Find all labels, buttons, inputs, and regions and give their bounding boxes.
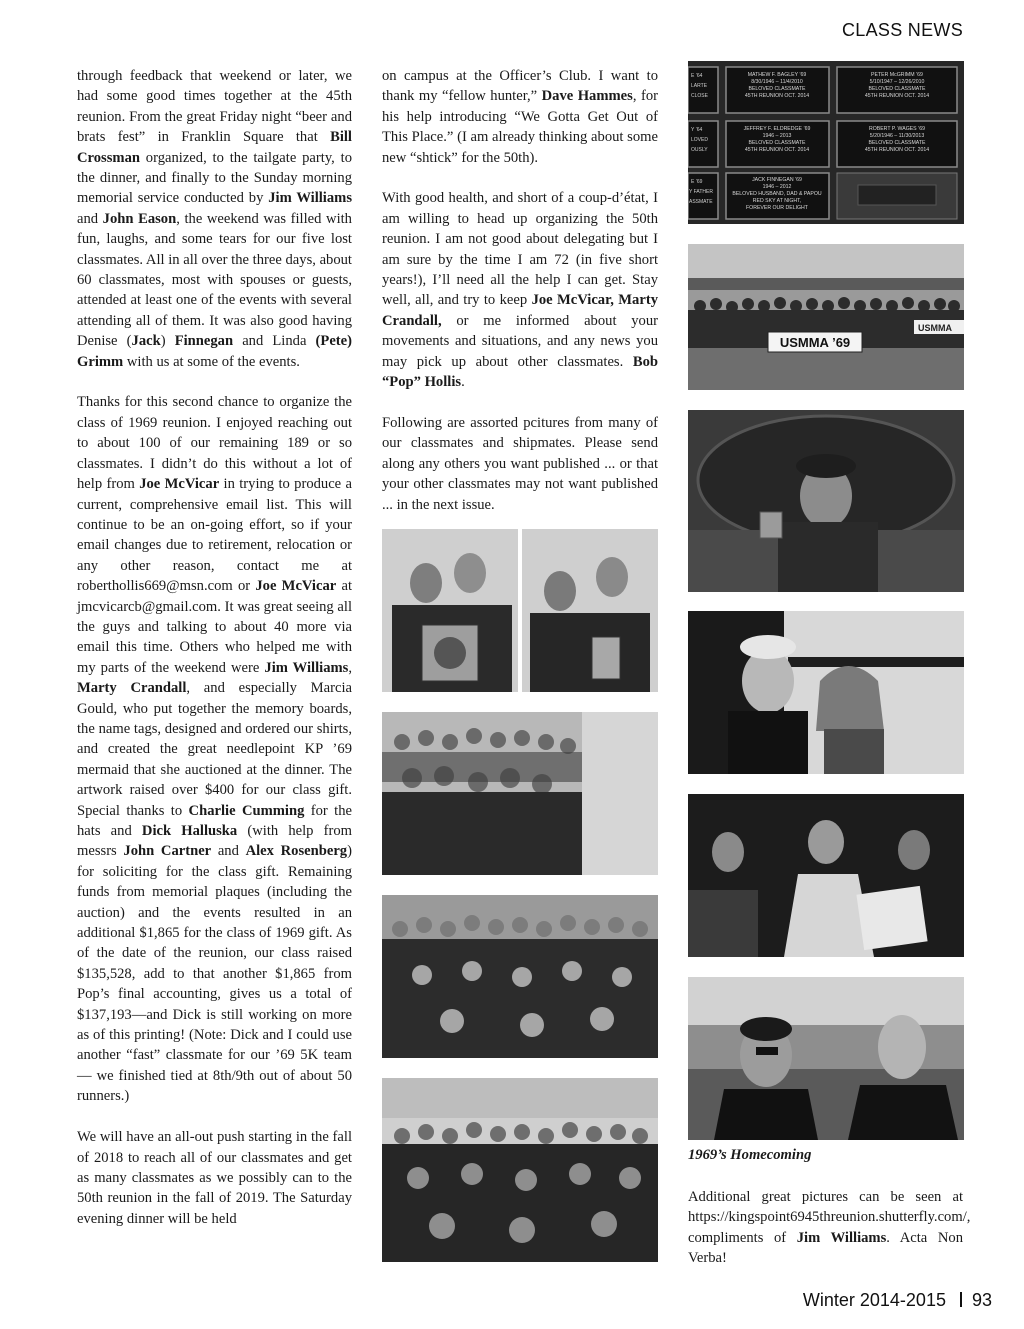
- bold-name: Jim Williams: [264, 659, 349, 676]
- banner-text: USMMA ’69: [779, 335, 851, 350]
- text-run: Thanks for this second chance to organize the class of 1969 reunion. I enjoyed reaching out to about 100 of our remaining 189 or so classmates. I didn’t do this without a lot of help from: [77, 394, 352, 493]
- text-run: .: [461, 374, 465, 391]
- paragraph: [382, 66, 658, 168]
- text-run: or me informed about your movements and situations, and any news you may pick up about other classmates.: [382, 312, 658, 370]
- issue-label: Winter 2014-2015: [802, 1290, 946, 1310]
- text-run: through feedback that weekend or later, we had some good times together at the 45th reunion. From the great Friday night “beer and brats fest” in Franklin Square that: [77, 68, 352, 146]
- couple-with-pillow-photo: [382, 529, 658, 692]
- text-run: and: [211, 843, 246, 860]
- text-run: ) for soliciting for the class gift. Remaining funds from memorial plaques (including the auction) and the events resulted in an additional $1,865 for the class of 1969 gift. As of the date of the reunion, our class raised $135,528, add to that another $1,865 from Pop’s final accounting, gives us a total of $137,193—and Dick is still working on more as of this printing! (Note: Dick and I could use another “fast” classmate for our ’69 5K team — we finished tied at 8th/9th out of about 50 runners.): [77, 843, 352, 1105]
- bold-name: Jim Williams: [796, 1229, 887, 1246]
- plaque-text: JACK FINNEGAN ’69 1946 – 2012 BELOVED HUSBAND, DAD & PAPOU RED SKY AT NIGHT, FOREVER OUR DELIGHT: [732, 177, 822, 211]
- plaque-edge-text: E ’64: [691, 73, 703, 79]
- text-run: Additional great pictures can be seen at https://kingspoint6945threunion.shutterfly.com/, compliments of: [688, 1189, 971, 1246]
- couple-photo: [688, 611, 964, 774]
- bold-name: Joe McVicar: [255, 578, 337, 595]
- bold-name: John Cartner: [123, 843, 212, 860]
- bold-name: John Eason: [102, 210, 177, 227]
- bold-name: Bob “Pop” Hollis: [382, 353, 658, 391]
- text-run: organized, to the tailgate party, to the dinner, and finally to the Sunday morning memorial service conducted by: [77, 149, 352, 207]
- plaque-edge-text: LARTE: [691, 83, 708, 89]
- dinner-group-photo-1: [382, 712, 658, 875]
- paragraph: [77, 66, 352, 372]
- text-run: We will have an all-out push starting in the fall of 2018 to reach all of our classmates and get as many classmates as we possibly can to the 50th reunion in the fall of 2019. The Saturday evening dinner will be held: [77, 1129, 352, 1227]
- text-run: for the hats and: [77, 802, 352, 840]
- bold-name: Jack: [131, 333, 161, 350]
- paragraph: [382, 188, 658, 392]
- man-with-mug-photo: [688, 410, 964, 592]
- text-run: on campus at the Officer’s Club. I want to thank my “fellow hunter,”: [382, 68, 658, 105]
- plaque-edge-text: CLOSE: [691, 93, 708, 99]
- article-column-1: [77, 66, 352, 1250]
- banner-text: USMMA: [918, 323, 952, 333]
- text-run: With good health, and short of a coup-d’état, I am willing to head up organizing the 50th reunion. I am not good about delegating but I am sure by the time I am 72 (in five short years!), I’ll need all the help I can get. Stay well, all, and try to keep: [382, 190, 658, 309]
- plaque-text: JEFFREY F. ELDREDGE ’69 1946 – 2013 BELOVED CLASSMATE 45TH REUNION OCT. 2014: [743, 126, 811, 153]
- text-run: , the weekend was filled with fun, laughs, and some tears for our five lost classmates. All in all over the three days, about 60 classmates, most with spouses or guests, attended at least one of the events with several attending all of them. It was also good having Denise (: [77, 210, 352, 350]
- bold-name: Marty Crandall: [77, 680, 187, 697]
- text-run: and Linda: [233, 333, 316, 350]
- page-number: 93: [971, 1290, 992, 1310]
- text-run: , and especially Marcia Gould, who put together the memory boards, the name tags, designed and ordered our shirts, and created the great needlepoint KP ’69 mermaid that she auctioned at the dinner. The artwork raised over $400 for our class gift. Special thanks to: [77, 680, 352, 819]
- paragraph: [382, 413, 658, 515]
- text-run: Following are assorted pcitures from many of our classmates and shipmates. Please send along any others you want published ... or that your other classmates may not want published ... in the next issue.: [382, 414, 658, 513]
- plaque-text: MATHEW F. BAGLEY ’69 8/30/1946 – 11/4/2010 BELOVED CLASSMATE 45TH REUNION OCT. 2014: [744, 72, 810, 99]
- text-run: with us at some of the events.: [123, 353, 300, 370]
- article-column-2: [382, 66, 658, 535]
- bold-name: Joe McVicar, Marty Crandall,: [382, 292, 658, 329]
- section-header: CLASS NEWS: [841, 20, 963, 40]
- plaque-edge-text: E ’69: [691, 179, 703, 185]
- plaque-edge-text: LOVED: [691, 137, 708, 143]
- bold-name: (Pete) Grimm: [77, 333, 352, 370]
- text-run: and: [77, 210, 103, 227]
- dinner-group-photo-3: [382, 1078, 658, 1262]
- bold-name: Joe McVicar: [139, 476, 220, 493]
- bold-name: Dave Hammes: [541, 88, 633, 105]
- text-run: (with help from messrs: [77, 823, 352, 860]
- bold-name: Jim Williams: [268, 190, 352, 207]
- memorial-plaques-photo: [688, 61, 964, 224]
- plaque-text: PETER McGRIMM ’69 5/10/1947 – 12/26/2010 BELOVED CLASSMATE 45TH REUNION OCT. 2014: [864, 72, 930, 99]
- plaque-edge-text: Y FATHER: [689, 189, 713, 195]
- text-run: . Acta Non Verba!: [688, 1229, 963, 1267]
- text-run: at jmcvicarcb@gmail.com. It was great seeing all the guys and talking to about 40 more via email this time. Others who helped me with my parts of the weekend were: [77, 578, 353, 676]
- plaque-edge-text: Y ’64: [691, 127, 703, 133]
- plaque-edge-text: ASSMATE: [689, 199, 713, 205]
- man-reading-photo: [688, 794, 964, 957]
- bold-name: Alex Rosenberg: [245, 843, 348, 860]
- text-run: ): [160, 333, 175, 350]
- text-run: ,: [348, 659, 353, 676]
- photo-caption: 1969’s Homecoming: [688, 1147, 812, 1163]
- text-run: in trying to produce a current, comprehensive email list. This will continue to be an on-going effort, so if your email changes due to retirement, relocation or any other reason, contact me at roberthollis669@msn.com or: [77, 476, 352, 595]
- footer-divider: [960, 1292, 962, 1307]
- two-men-photo: [688, 977, 964, 1140]
- paragraph: [77, 392, 352, 1106]
- plaque-text: ROBERT P. WAGES ’69 5/20/1946 – 11/30/2013 BELOVED CLASSMATE 45TH REUNION OCT. 2014: [864, 126, 930, 153]
- plaque-edge-text: OUSLY: [691, 147, 708, 153]
- dinner-group-photo-2: [382, 895, 658, 1058]
- page-footer: [803, 1290, 992, 1311]
- bold-name: Dick Halluska: [141, 823, 238, 840]
- group-banner-photo: [688, 244, 964, 390]
- bold-name: Finnegan: [174, 333, 234, 350]
- paragraph: [77, 1127, 352, 1229]
- text-run: , for his help introducing “We Gotta Get Out of This Place.” (I am already thinking about some new “shtick” for the 50th).: [382, 88, 658, 166]
- bold-name: Bill Crossman: [77, 129, 352, 166]
- endnote: [688, 1187, 971, 1269]
- bold-name: Charlie Cumming: [188, 802, 305, 819]
